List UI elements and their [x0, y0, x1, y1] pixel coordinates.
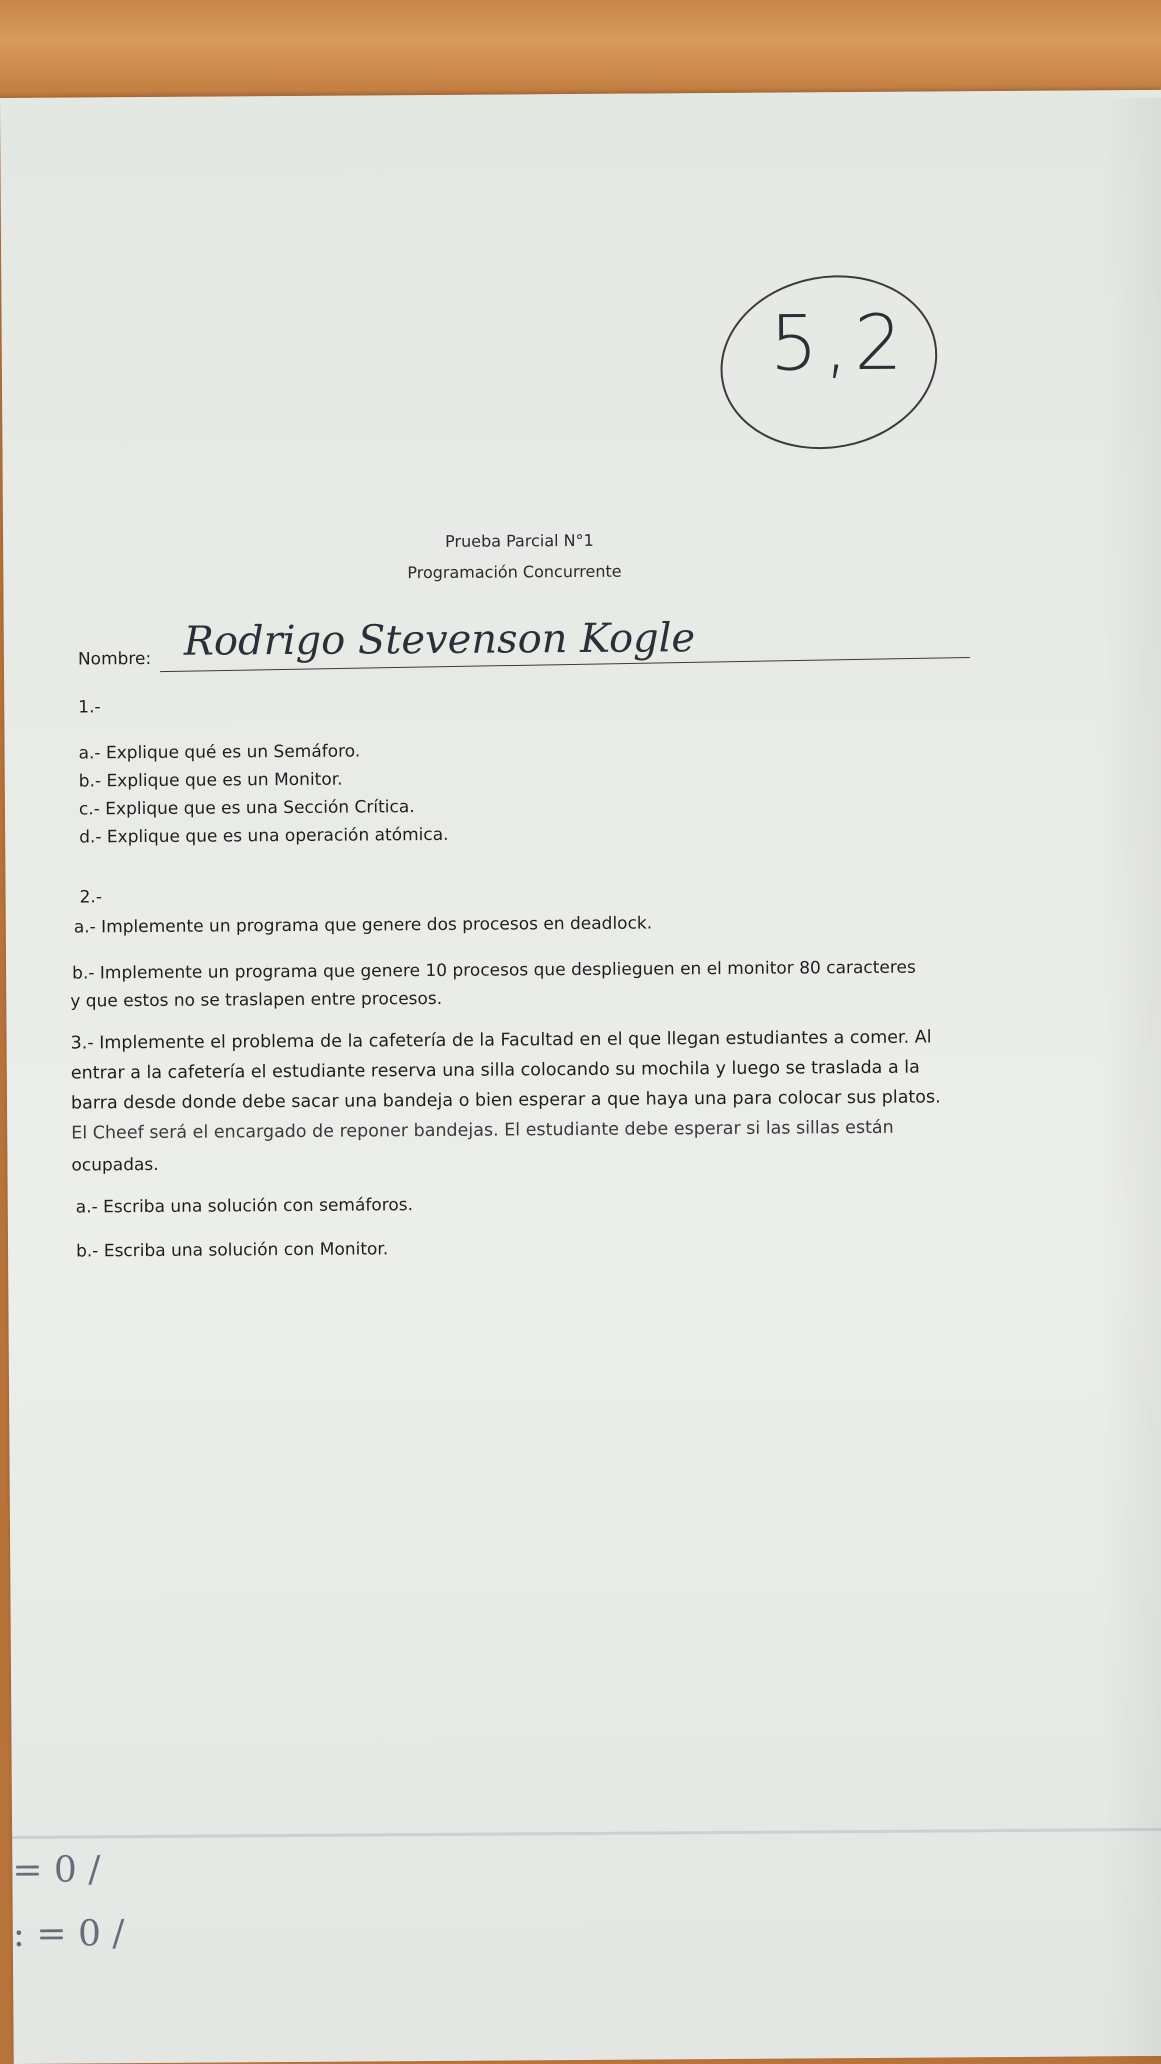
q3-line3: barra desde donde debe sacar una bandeja o bien esperar a que haya una para colocar sus platos. [70, 1087, 941, 1114]
exam-title: Prueba Parcial N°1 [445, 530, 594, 551]
q1-c: c.- Explique que es una Sección Crítica. [78, 797, 415, 820]
q3-b: b.- Escriba una solución con Monitor. [75, 1239, 389, 1262]
grade-mark: 5,2 [769, 297, 909, 388]
margin-note-1: = 0 / [12, 1849, 101, 1891]
q2-a: a.- Implemente un programa que genere dos procesos en deadlock. [73, 913, 653, 938]
margin-note-2: : = 0 / [12, 1913, 125, 1955]
handwritten-name: Rodrigo Stevenson Kogle [183, 615, 696, 665]
exam-paper [0, 90, 1161, 2064]
q1-a: a.- Explique qué es un Semáforo. [78, 741, 361, 764]
q3-line5: ocupadas. [71, 1154, 159, 1176]
q3-line4: El Cheef será el encargado de reponer bandejas. El estudiante debe esperar si las sillas están [71, 1117, 894, 1144]
paper-fold [12, 1828, 1161, 1839]
q3-line1: 3.- Implemente el problema de la cafetería de la Facultad en el que llegan estudiantes a comer. Al [70, 1027, 932, 1054]
q1-number: 1.- [78, 697, 101, 718]
course-title: Programación Concurrente [407, 561, 622, 583]
q2-b-line2: y que estos no se traslapen entre procesos. [70, 988, 443, 1012]
q1-b: b.- Explique que es un Monitor. [78, 769, 343, 792]
q3-line2: entrar a la cafetería el estudiante reserva una silla colocando su mochila y luego se traslada a la [70, 1057, 920, 1084]
q1-d: d.- Explique que es una operación atómica. [79, 824, 449, 848]
q2-b-line1: b.- Implemente un programa que genere 10 procesos que desplieguen en el monitor 80 caracteres [72, 957, 916, 984]
q3-a: a.- Escriba una solución con semáforos. [75, 1195, 414, 1218]
q2-number: 2.- [79, 887, 103, 908]
name-label: Nombre: [77, 648, 152, 670]
paper-shadow [1101, 98, 1161, 2064]
